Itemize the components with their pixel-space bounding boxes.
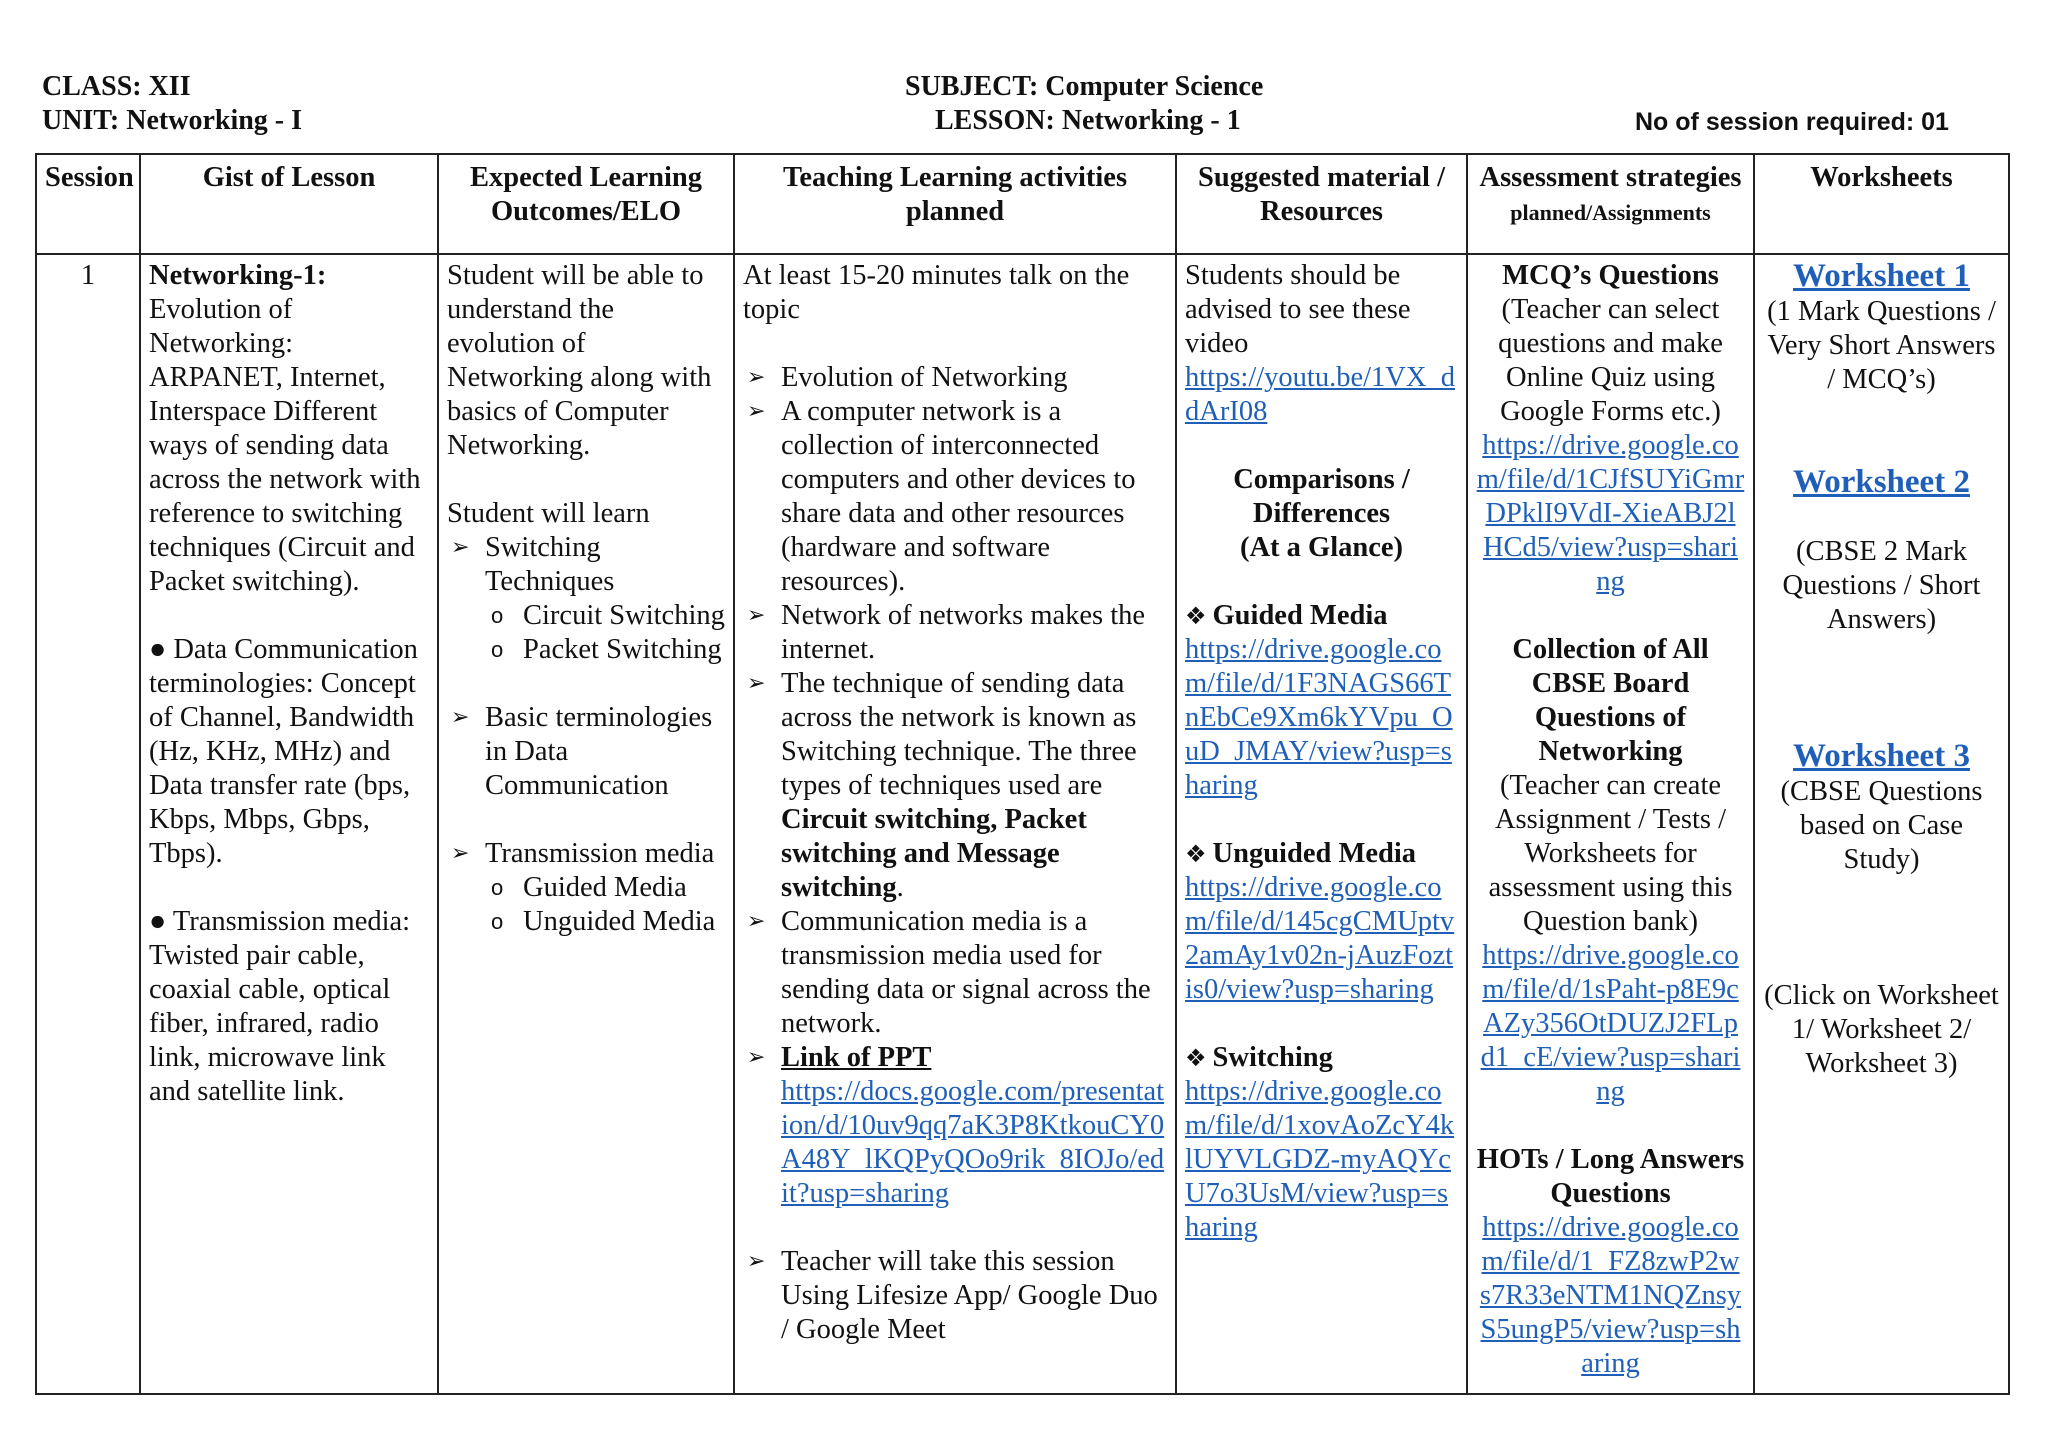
list-item	[485, 633, 725, 667]
list-item	[447, 531, 725, 701]
hots-link[interactable]: https://drive.google.com/file/d/1_FZ8zwP2ws7R33eNTM1NQZnsyS5ungP5/view?usp=sharing	[1479, 1212, 1742, 1379]
worksheet-3-link[interactable]: Worksheet 3	[1793, 738, 1970, 774]
gist-cell	[140, 254, 438, 1394]
session-number: 1	[36, 254, 140, 1394]
activity-switching-end: .	[896, 872, 904, 903]
guided-media-link[interactable]: https://drive.google.com/file/d/1F3NAGS66TnEbCe9Xm6kYVpu_OuD_JMAY/view?usp=sharing	[1185, 634, 1453, 801]
list-item	[743, 395, 1167, 599]
col-header-gist: Gist of Lesson	[140, 154, 438, 254]
list-item	[743, 1245, 1167, 1347]
lesson-plan-table	[35, 153, 2010, 1395]
unguided-media-link[interactable]: https://drive.google.com/file/d/145cgCMUptv2amAy1v02n-jAuzFoztis0/view?usp=sharing	[1185, 872, 1455, 1005]
material-cell	[1176, 254, 1467, 1394]
activity-media: Communication media is a transmission media used for sending data or signal across the network.	[781, 906, 1151, 1039]
mcq-title: MCQ’s Questions	[1502, 260, 1719, 291]
worksheet-1-desc: (1 Mark Questions / Very Short Answers / MCQ’s)	[1767, 296, 1996, 395]
sessions-required-label: No of session required: 01	[1635, 108, 1949, 136]
worksheet-click-note: (Click on Worksheet 1/ Worksheet 2/ Worksheet 3)	[1764, 980, 1999, 1079]
comparisons-title-1: Comparisons /	[1233, 464, 1410, 495]
table-row	[36, 254, 2009, 1394]
worksheet-1-link[interactable]: Worksheet 1	[1793, 258, 1970, 294]
unguided-media-title: Unguided Media	[1212, 838, 1417, 869]
activity-evolution: Evolution of Networking	[781, 362, 1068, 393]
collection-link[interactable]: https://drive.google.com/file/d/1sPaht-p8E9cAZy356OtDUZJ2FLpd1_cE/view?usp=sharing	[1480, 940, 1741, 1107]
list-item	[447, 701, 725, 837]
worksheets-cell	[1754, 254, 2009, 1394]
list-item	[485, 871, 725, 905]
assessment-cell	[1467, 254, 1754, 1394]
col-header-elo: Expected Learning Outcomes/ELO	[438, 154, 734, 254]
diamond-bullet-icon: ❖	[1185, 1044, 1207, 1072]
diamond-bullet-icon: ❖	[1185, 602, 1207, 630]
gist-title: Networking-1:	[149, 260, 327, 291]
activity-switching-text: The technique of sending data across the network is known as Switching technique. The three types of techniques used are	[781, 668, 1137, 801]
elo-subitem-packet: Packet Switching	[523, 634, 722, 665]
comparisons-title-2: Differences	[1252, 498, 1391, 529]
switching-title: Switching	[1212, 1042, 1333, 1073]
worksheet-2-link[interactable]: Worksheet 2	[1793, 464, 1970, 500]
class-label: CLASS: XII	[42, 71, 191, 102]
elo-list	[447, 531, 725, 939]
list-item	[447, 837, 725, 939]
activity-network-def: A computer network is a collection of interconnected computers and other devices to share data and other resources (hardware and software resources).	[781, 396, 1136, 597]
worksheet-3-desc: (CBSE Questions based on Case Study)	[1780, 776, 1983, 875]
comparisons-title-3: (At a Glance)	[1239, 532, 1404, 563]
elo-subitem-guided: Guided Media	[523, 872, 687, 903]
switching-link[interactable]: https://drive.google.com/file/d/1xovAoZcY4klUYVLGDZ-myAQYcU7o3UsM/view?usp=sharing	[1185, 1076, 1455, 1243]
mcq-link[interactable]: https://drive.google.com/file/d/1CJfSUYiGmrDPklI9VdI-XieABJ2lHCd5/view?usp=sharing	[1476, 430, 1745, 597]
list-item	[743, 361, 1167, 395]
activity-switching-types: Circuit switching, Packet switching and Message switching	[781, 804, 1087, 903]
elo-item-terminologies: Basic terminologies in Data Communication	[485, 702, 713, 801]
col-header-activities: Teaching Learning activities planned	[734, 154, 1176, 254]
gist-para-1: Evolution of Networking: ARPANET, Internet, Interspace Different ways of sending data across the network with reference to switching techniques (Circuit and Packet switching).	[149, 294, 421, 597]
gist-para-2: ● Data Communication terminologies: Concept of Channel, Bandwidth (Hz, KHz, MHz) and Data transfer rate (bps, Kbps, Mbps, Gbps, Tbps).	[149, 634, 418, 869]
activity-internet: Network of networks makes the internet.	[781, 600, 1146, 665]
table-header-row	[36, 154, 2009, 254]
list-item	[485, 905, 725, 939]
col-header-worksheets: Worksheets	[1754, 154, 2009, 254]
gist-para-3: ● Transmission media: Twisted pair cable, coaxial cable, optical fiber, infrared, radio link, microwave link and satellite link.	[149, 906, 411, 1107]
elo-subitem-unguided: Unguided Media	[523, 906, 716, 937]
worksheet-2-desc: (CBSE 2 Mark Questions / Short Answers)	[1782, 536, 1981, 635]
assessment-header-sub: planned/Assignments	[1510, 200, 1711, 225]
diamond-bullet-icon: ❖	[1185, 840, 1207, 868]
list-item	[743, 905, 1167, 1041]
col-header-assessment	[1467, 154, 1754, 254]
elo-intro: Student will be able to understand the evolution of Networking along with basics of Computer Networking.	[447, 260, 712, 461]
elo-item-switching: Switching Techniques	[485, 532, 615, 597]
video-link[interactable]: https://youtu.be/1VX_ddArI08	[1185, 362, 1455, 427]
col-header-session: Session	[36, 154, 140, 254]
collection-title: Collection of All CBSE Board Questions of Networking	[1512, 634, 1709, 767]
assessment-header-main: Assessment strategies	[1479, 162, 1742, 193]
col-header-material: Suggested material / Resources	[1176, 154, 1467, 254]
material-intro: Students should be advised to see these video	[1185, 260, 1411, 359]
elo-learn: Student will learn	[447, 498, 650, 529]
activities-cell	[734, 254, 1176, 1394]
list-item	[485, 599, 725, 633]
hots-title: HOTs / Long Answers Questions	[1476, 1144, 1745, 1209]
elo-cell	[438, 254, 734, 1394]
list-item	[743, 667, 1167, 905]
unit-label: UNIT: Networking - I	[42, 105, 303, 136]
collection-text: (Teacher can create Assignment / Tests / Worksheets for assessment using this Question bank)	[1488, 770, 1733, 937]
list-item	[743, 1041, 1167, 1245]
guided-media-title: Guided Media	[1212, 600, 1388, 631]
activity-session-app: Teacher will take this session Using Lifesize App/ Google Duo / Google Meet	[781, 1246, 1158, 1345]
elo-subitem-circuit: Circuit Switching	[523, 600, 725, 631]
ppt-link[interactable]: https://docs.google.com/presentation/d/10uv9qq7aK3P8KtkouCY0A48Y_lKQPyQOo9rik_8IOJo/edit?usp=sharing	[781, 1076, 1165, 1209]
activities-list	[743, 361, 1167, 1347]
lesson-label: LESSON: Networking - 1	[935, 105, 1241, 136]
activities-intro: At least 15-20 minutes talk on the topic	[743, 260, 1130, 325]
list-item	[743, 599, 1167, 667]
mcq-text: (Teacher can select questions and make Online Quiz using Google Forms etc.)	[1498, 294, 1723, 427]
ppt-link-title: Link of PPT	[781, 1042, 932, 1073]
subject-label: SUBJECT: Computer Science	[905, 71, 1264, 102]
elo-item-media: Transmission media	[485, 838, 715, 869]
